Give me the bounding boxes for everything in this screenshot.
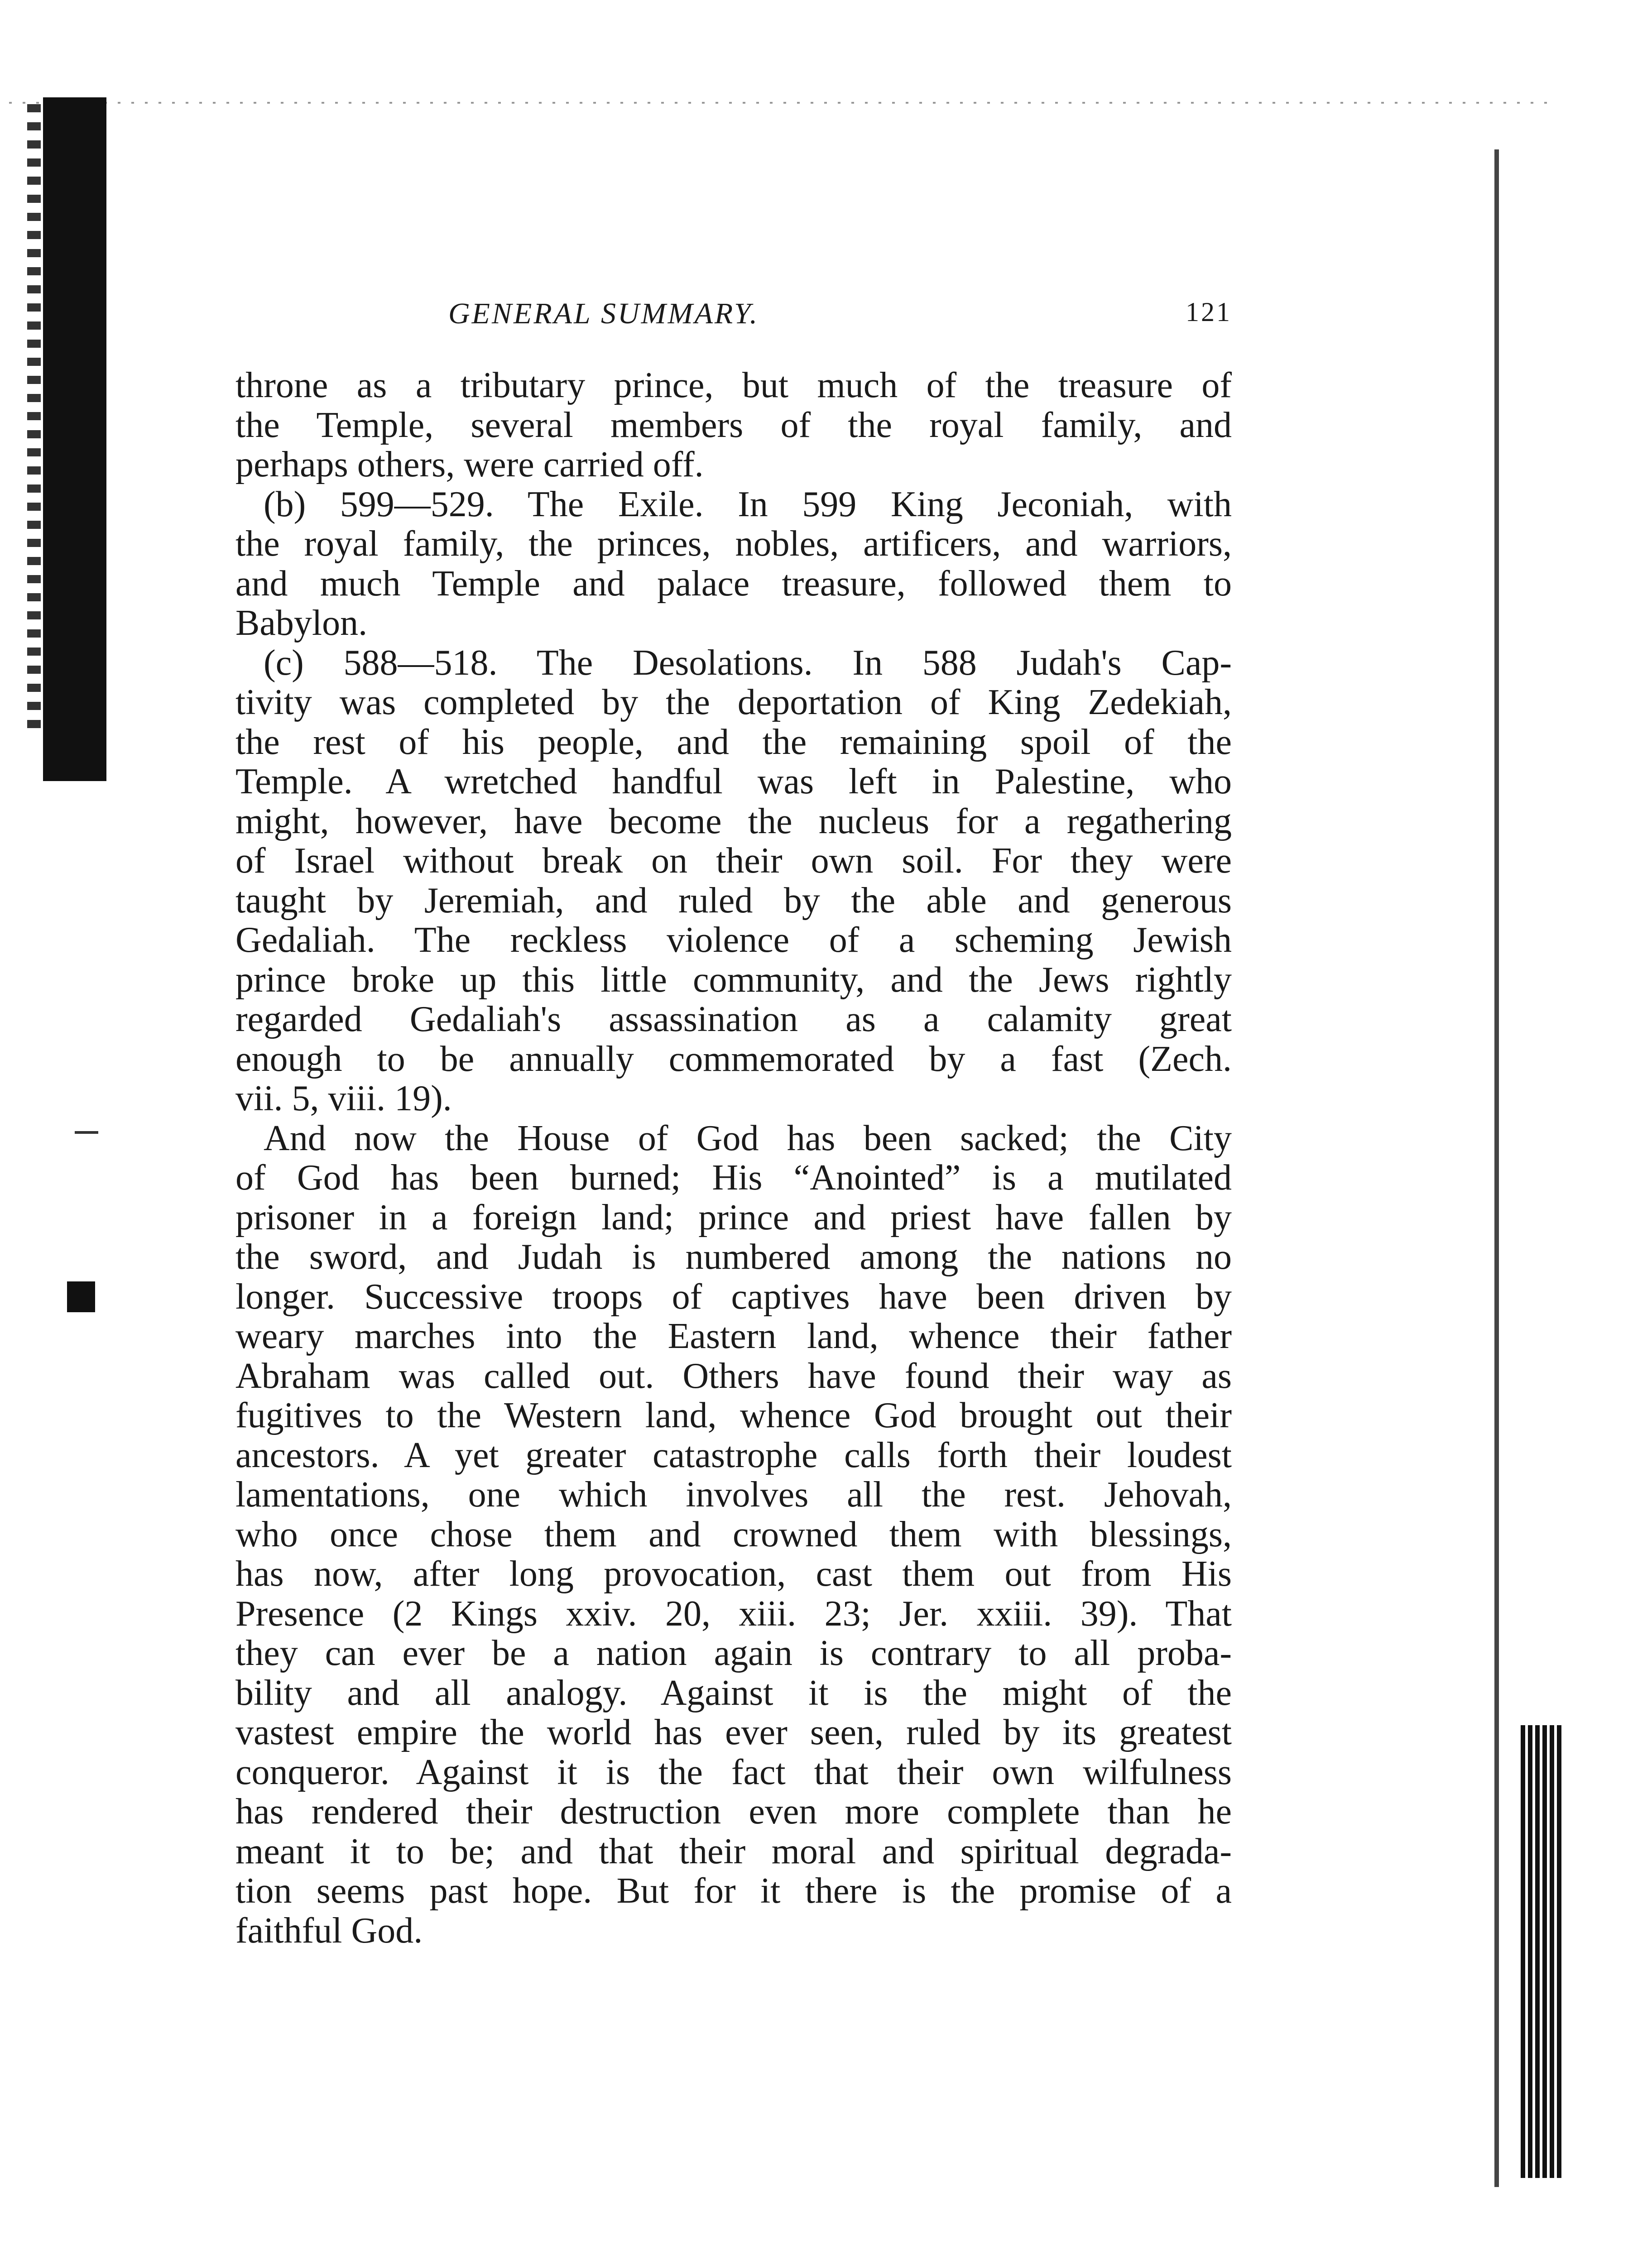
text-line: Abraham was called out. Others have found their way as — [235, 1356, 1232, 1396]
text-line: faithful God. — [235, 1910, 423, 1951]
text-line: and much Temple and palace treasure, followed them to — [235, 563, 1232, 604]
text-line: might, however, have become the nucleus for a regathering — [235, 801, 1232, 841]
text-line: of Israel without break on their own soil. For they were — [235, 841, 1232, 881]
text-line: enough to be annually commemorated by a fast (Zech. — [235, 1039, 1232, 1079]
text-line: vii. 5, viii. 19). — [235, 1079, 452, 1118]
text-line: (c) 588—518. The Desolations. In 588 Judah's Cap- — [264, 643, 1232, 683]
page-number: 121 — [1186, 297, 1232, 327]
text-line: Gedaliah. The reckless violence of a scheming Jewish — [235, 920, 1232, 960]
scan-margin-dash — [75, 1131, 98, 1134]
text-line: perhaps others, were carried off. — [235, 445, 704, 484]
scan-margin-square — [67, 1281, 95, 1312]
text-line: has rendered their destruction even more complete than he — [235, 1792, 1232, 1832]
text-line: of God has been burned; His “Anointed” is a mutilated — [235, 1158, 1232, 1198]
text-line: conqueror. Against it is the fact that their own wilfulness — [235, 1752, 1232, 1792]
text-line: has now, after long provocation, cast them out from His — [235, 1554, 1232, 1594]
text-line: (b) 599—529. The Exile. In 599 King Jeconiah, with — [264, 484, 1232, 524]
text-line: meant it to be; and that their moral and spiritual degrada- — [235, 1831, 1232, 1871]
text-line: they can ever be a nation again is contrary to all proba- — [235, 1633, 1232, 1673]
text-line: regarded Gedaliah's assassination as a calamity great — [235, 999, 1232, 1039]
text-line: fugitives to the Western land, whence God brought out their — [235, 1396, 1232, 1435]
text-line: the royal family, the princes, nobles, artificers, and warriors, — [235, 524, 1232, 564]
text-line: tivity was completed by the deportation of King Zedekiah, — [235, 682, 1232, 722]
text-line: the Temple, several members of the royal family, and — [235, 405, 1232, 445]
body-text — [235, 366, 1232, 1951]
text-line: the rest of his people, and the remaining spoil of the — [235, 722, 1232, 762]
scan-right-edge — [1494, 149, 1499, 2187]
text-line: prisoner in a foreign land; prince and priest have fallen by — [235, 1197, 1232, 1238]
text-line: Presence (2 Kings xxiv. 20, xiii. 23; Jer. xxiii. 39). That — [235, 1593, 1232, 1634]
text-line: ancestors. A yet greater catastrophe calls forth their loudest — [235, 1435, 1232, 1475]
text-line: vastest empire the world has ever seen, ruled by its greatest — [235, 1712, 1232, 1752]
text-line: throne as a tributary prince, but much of the treasure of — [235, 365, 1232, 405]
text-line: weary marches into the Eastern land, whence their father — [235, 1316, 1232, 1356]
running-head — [235, 297, 1232, 337]
text-line: taught by Jeremiah, and ruled by the able and generous — [235, 880, 1232, 921]
scan-left-edge-speckle — [27, 104, 41, 729]
text-line: tion seems past hope. But for it there is the promise of a — [235, 1871, 1232, 1911]
text-line: the sword, and Judah is numbered among the nations no — [235, 1237, 1232, 1277]
text-line: bility and all analogy. Against it is the might of the — [235, 1673, 1232, 1713]
scan-top-edge — [9, 102, 1549, 104]
scan-right-edge-bars — [1521, 1725, 1561, 2178]
running-title: GENERAL SUMMARY. — [448, 297, 759, 330]
text-line: And now the House of God has been sacked; the City — [264, 1118, 1232, 1158]
text-line: Temple. A wretched handful was left in Palestine, who — [235, 762, 1232, 801]
text-line: prince broke up this little community, and the Jews rightly — [235, 959, 1232, 1000]
text-line: Babylon. — [235, 603, 368, 643]
text-line: lamentations, one which involves all the rest. Jehovah, — [235, 1475, 1232, 1515]
scan-left-binding-shadow — [43, 97, 106, 781]
text-line: longer. Successive troops of captives have been driven by — [235, 1276, 1232, 1317]
text-line: who once chose them and crowned them with blessings, — [235, 1514, 1232, 1554]
